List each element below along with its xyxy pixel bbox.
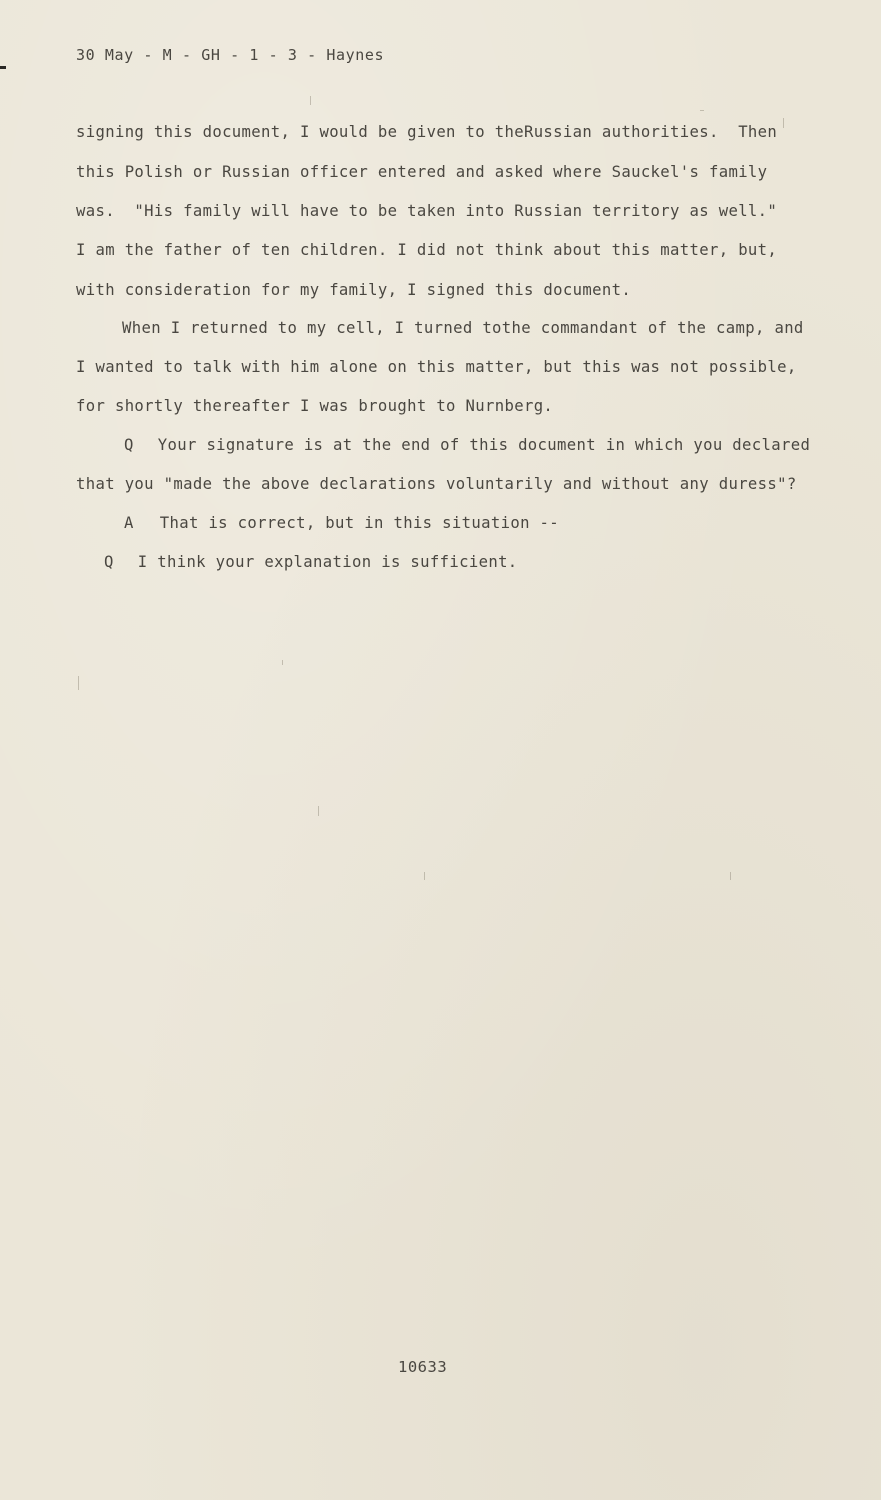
paper-speck: [700, 110, 704, 111]
body-line: signing this document, I would be given to theRussian authorities. Then: [76, 123, 778, 141]
qa-text: I think your explanation is sufficient.: [137, 553, 518, 571]
qa-label-q: Q: [104, 553, 114, 571]
qa-text: Your signature is at the end of this document in which you declared: [157, 436, 811, 454]
paper-speck: [730, 872, 731, 880]
qa-label-q: Q: [124, 436, 134, 454]
question-line: [76, 435, 810, 455]
page-number: 10633: [398, 1358, 448, 1376]
body-line: was. "His family will have to be taken into Russian territory as well.": [76, 202, 778, 220]
question-line: [76, 552, 518, 572]
paper-speck: [78, 676, 79, 690]
question-continuation-line: that you "made the above declarations voluntarily and without any duress"?: [76, 475, 797, 493]
body-line: When I returned to my cell, I turned tothe commandant of the camp, and: [122, 319, 804, 337]
paper-speck: [424, 872, 425, 880]
qa-text: That is correct, but in this situation --: [159, 514, 560, 532]
paper-speck: [318, 806, 319, 816]
body-line: I wanted to talk with him alone on this matter, but this was not possible,: [76, 358, 797, 376]
body-line: with consideration for my family, I signed this document.: [76, 281, 632, 299]
edge-mark: [0, 66, 6, 69]
answer-line: [76, 513, 559, 533]
qa-label-a: A: [124, 514, 134, 532]
body-line: I am the father of ten children. I did not think about this matter, but,: [76, 241, 778, 259]
body-line: this Polish or Russian officer entered and asked where Sauckel's family: [76, 163, 768, 181]
paper-speck: [282, 660, 283, 665]
paper-speck: [310, 96, 311, 105]
paper-speck: [783, 118, 784, 128]
page-header: 30 May - M - GH - 1 - 3 - Haynes: [76, 46, 385, 64]
body-line: for shortly thereafter I was brought to Nurnberg.: [76, 397, 554, 415]
